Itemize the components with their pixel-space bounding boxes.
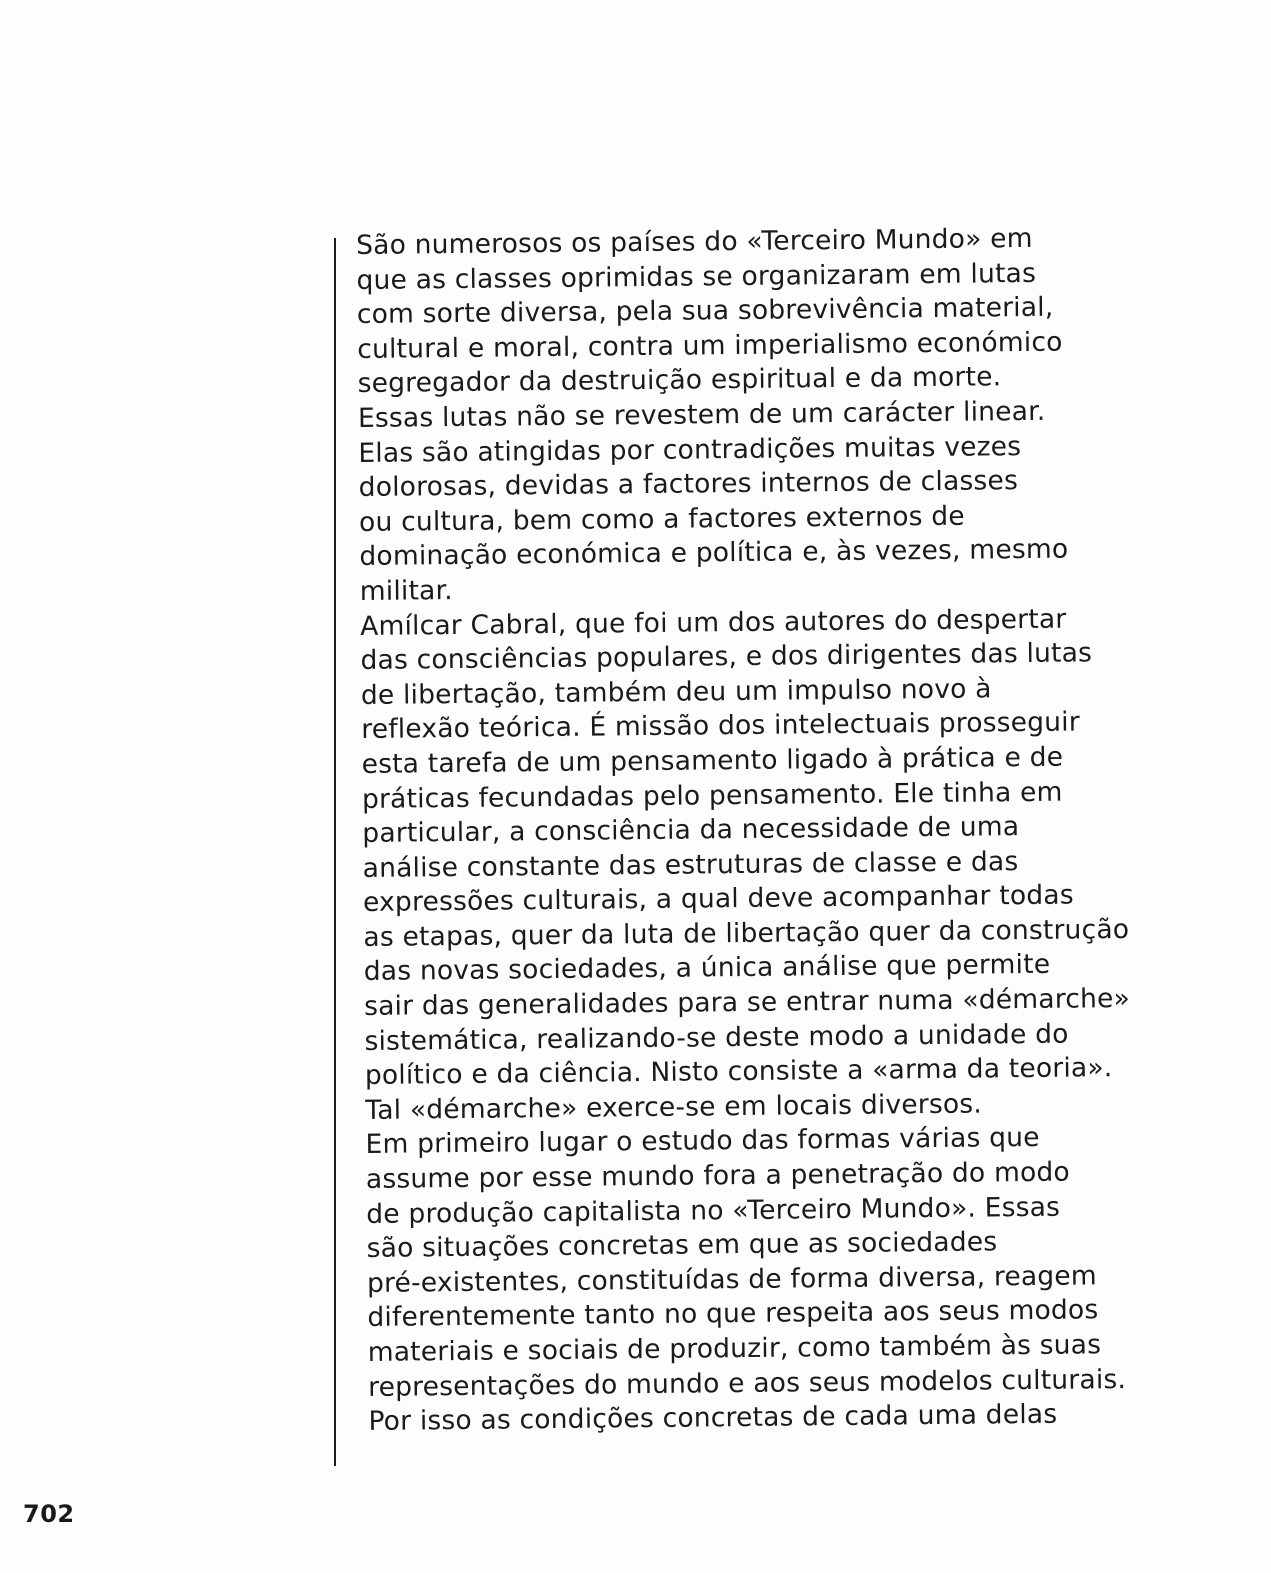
- text-line: dolorosas, devidas a factores internos de classes: [358, 465, 1019, 504]
- text-line: cultural e moral, contra um imperialismo económico: [357, 326, 1063, 365]
- text-line: assume por esse mundo fora a penetração do modo: [365, 1156, 1071, 1195]
- text-line: diferentemente tanto no que respeita aos seus modos: [367, 1294, 1099, 1334]
- text-line: Em primeiro lugar o estudo das formas várias que: [365, 1122, 1040, 1161]
- text-line: São numerosos os países do «Terceiro Mundo» em: [356, 222, 1033, 261]
- text-line: representações do mundo e aos seus modelos culturais.: [367, 1363, 1127, 1403]
- text-line: Essas lutas não se revestem de um carácter linear.: [357, 395, 1046, 434]
- text-line: pré-existentes, constituídas de forma diversa, reagem: [366, 1260, 1098, 1299]
- text-line: das consciências populares, e dos dirigentes das lutas: [360, 637, 1093, 677]
- margin-rule: [334, 238, 336, 1466]
- text-line: práticas fecundadas pelo pensamento. Ele tinha em: [361, 776, 1063, 815]
- page-number: 702: [23, 1500, 75, 1528]
- text-line: são situações concretas em que as sociedades: [366, 1226, 998, 1265]
- text-line: Por isso as condições concretas de cada uma delas: [368, 1398, 1058, 1438]
- text-line: análise constante das estruturas de classe e das: [362, 845, 1019, 884]
- text-line: Amílcar Cabral, que foi um dos autores do despertar: [359, 603, 1067, 642]
- text-line: esta tarefa de um pensamento ligado à prática e de: [361, 741, 1064, 780]
- text-line: ou cultura, bem como a factores externos de: [358, 500, 965, 538]
- text-line: reflexão teórica. É missão dos intelectuais prosseguir: [361, 706, 1081, 746]
- text-line: político e da ciência. Nisto consiste a «arma da teoria».: [364, 1052, 1113, 1092]
- text-line: as etapas, quer da luta de libertação quer da construção: [363, 913, 1130, 953]
- text-line: dominação económica e política e, às vezes, mesmo: [359, 533, 1069, 573]
- text-line: sair das generalidades para se entrar numa «démarche»: [363, 983, 1131, 1023]
- body-text: [356, 220, 1269, 1440]
- text-line: que as classes oprimidas se organizaram em lutas: [356, 257, 1037, 296]
- text-line: de produção capitalista no «Terceiro Mundo». Essas: [366, 1191, 1061, 1230]
- text-line: das novas sociedades, a única análise que permite: [363, 949, 1051, 988]
- text-line: expressões culturais, a qual deve acompanhar todas: [362, 879, 1074, 919]
- text-line: com sorte diversa, pela sua sobrevivência material,: [356, 291, 1054, 331]
- text-line: particular, a consciência da necessidade de uma: [362, 811, 1020, 850]
- text-line: segregador da destruição espiritual e da morte.: [357, 361, 1002, 400]
- text-line: sistemática, realizando-se deste modo a unidade do: [364, 1018, 1069, 1057]
- text-line: de libertação, também deu um impulso novo à: [360, 673, 992, 711]
- text-line: Elas são atingidas por contradições muitas vezes: [358, 430, 1022, 469]
- text-line: Tal «démarche» exerce-se em locais diversos.: [365, 1088, 983, 1126]
- text-line: militar.: [359, 574, 453, 607]
- text-line: materiais e sociais de produzir, como também às suas: [367, 1329, 1102, 1368]
